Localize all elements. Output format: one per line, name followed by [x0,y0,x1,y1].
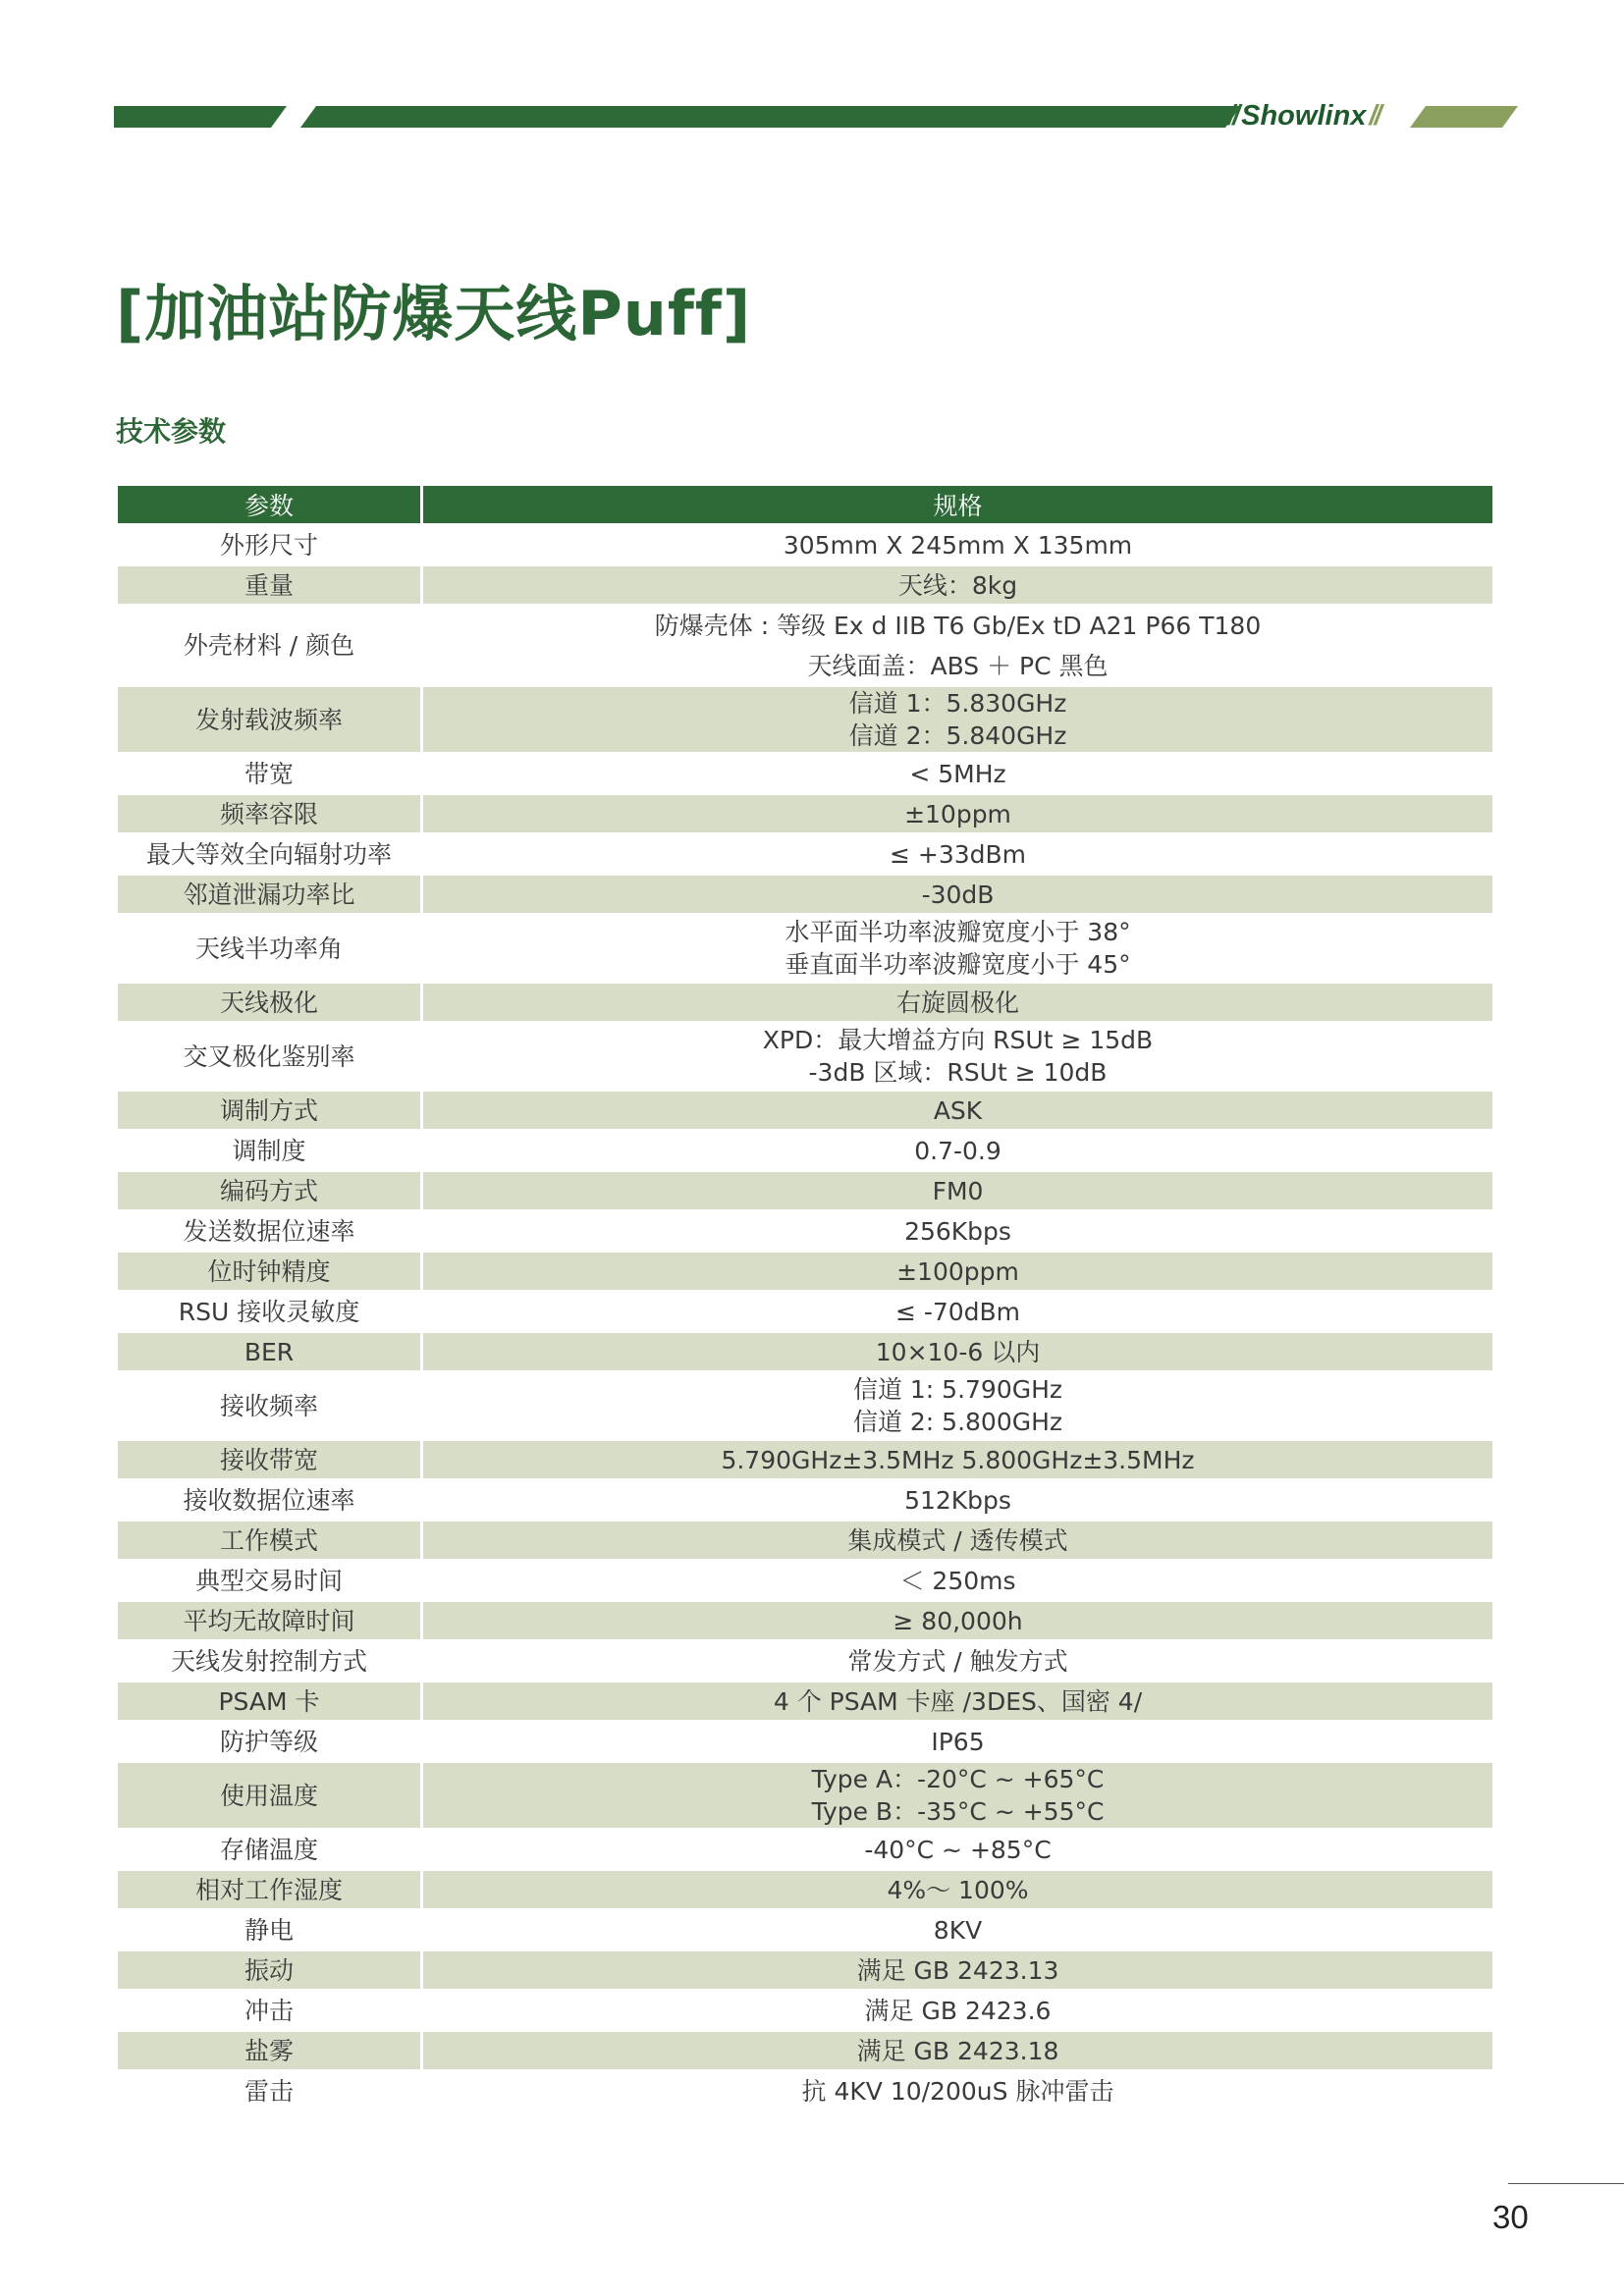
table-row [118,984,1492,1021]
spec-line: 10×10-6 以内 [875,1337,1041,1366]
spec-cell [423,1253,1492,1290]
table-row [118,876,1492,913]
spec-cell [423,916,1492,981]
spec-line: 305mm X 245mm X 135mm [783,530,1133,560]
spec-line: ASK [933,1095,983,1125]
header-stripe-left [114,106,287,128]
spec-line: 右旋圆极化 [895,988,1019,1017]
spec-line: 信道 1: 5.790GHz [852,1375,1063,1404]
spec-line: 集成模式 / 透传模式 [847,1525,1068,1555]
logo-text: Showlinx [1241,99,1367,132]
table-row [118,566,1492,604]
param-cell: 盐雾 [118,2032,423,2069]
param-cell: 重量 [118,566,423,604]
spec-cell: 天线面盖：ABS ＋ PC 黑色 [423,647,1492,684]
table-row [118,1522,1492,1559]
param-cell: 工作模式 [118,1522,423,1559]
param-cell: 振动 [118,1951,423,1989]
spec-line: 常发方式 / 触发方式 [847,1646,1068,1676]
param-cell: 使用温度 [118,1763,423,1828]
spec-line: 天线：8kg [897,570,1018,600]
spec-line: ±10ppm [904,799,1011,828]
spec-line: 满足 GB 2423.18 [856,2036,1059,2065]
spec-line: ≤ +33dBm [889,839,1027,869]
spec-cell: 防爆壳体 : 等级 Ex d IIB T6 Gb/Ex tD A21 P66 T180 [423,607,1492,644]
table-row [118,1951,1492,1989]
spec-cell [423,1831,1492,1868]
spec-line: 4 个 PSAM 卡座 /3DES、国密 4/ [773,1686,1143,1716]
spec-line: ±100ppm [896,1256,1019,1286]
spec-line: ≤ -70dBm [894,1297,1021,1326]
param-cell: 外形尺寸 [118,526,423,563]
spec-cell [423,2032,1492,2069]
param-cell: 带宽 [118,755,423,792]
spec-line: -40°C ~ +85°C [864,1835,1052,1864]
table-row [118,835,1492,873]
spec-cell [423,1373,1492,1438]
spec-line: 满足 GB 2423.13 [856,1955,1059,1985]
param-cell: 频率容限 [118,795,423,832]
spec-line: ≥ 80,000h [893,1606,1023,1635]
spec-table [118,483,1492,2112]
logo-slashes-right: // [1369,99,1380,132]
param-cell: RSU 接收灵敏度 [118,1293,423,1330]
spec-line: 512Kbps [904,1485,1011,1515]
param-cell: 位时钟精度 [118,1253,423,1290]
table-row [118,1373,1492,1438]
param-cell: 最大等效全向辐射功率 [118,835,423,873]
spec-cell [423,1871,1492,1908]
spec-cell [423,1522,1492,1559]
param-cell: 天线极化 [118,984,423,1021]
spec-cell [423,1441,1492,1478]
spec-cell [423,2072,1492,2109]
table-row [118,2072,1492,2109]
table-row [118,1562,1492,1599]
table-row [118,1172,1492,1209]
table-row [118,607,1492,644]
param-cell: 外壳材料 / 颜色 [118,607,423,684]
param-cell: PSAM 卡 [118,1682,423,1720]
logo-slashes-left: // [1227,99,1238,132]
spec-line: ＜ 250ms [899,1566,1016,1595]
param-cell: 发射载波频率 [118,687,423,752]
param-cell: 编码方式 [118,1172,423,1209]
header-stripe-right [1410,106,1518,128]
table-row [118,2032,1492,2069]
spec-cell [423,566,1492,604]
spec-line: XPD：最大增益方向 RSUt ≥ 15dB [762,1026,1154,1054]
spec-cell [423,1602,1492,1639]
spec-cell [423,1481,1492,1519]
spec-cell [423,687,1492,752]
spec-line: IP65 [931,1727,985,1756]
param-cell: 邻道泄漏功率比 [118,876,423,913]
param-cell: 典型交易时间 [118,1562,423,1599]
spec-line: Type A：-20°C ~ +65°C [811,1765,1105,1793]
param-cell: 接收带宽 [118,1441,423,1478]
table-row [118,1763,1492,1828]
table-row [118,1253,1492,1290]
spec-line: -3dB 区域：RSUt ≥ 10dB [808,1058,1108,1087]
page-number: 30 [1492,2199,1529,2235]
spec-line: Type B：-35°C ~ +55°C [811,1797,1105,1826]
table-row [118,755,1492,792]
spec-cell [423,1333,1492,1370]
spec-line: FM0 [932,1176,984,1205]
table-row [118,1212,1492,1250]
param-cell: 调制度 [118,1132,423,1169]
param-cell: 天线发射控制方式 [118,1642,423,1680]
spec-cell [423,1723,1492,1760]
table-row [118,1024,1492,1089]
header-param: 参数 [118,486,423,523]
param-cell: BER [118,1333,423,1370]
spec-cell [423,1293,1492,1330]
param-cell: 发送数据位速率 [118,1212,423,1250]
spec-line: 满足 GB 2423.6 [864,1996,1052,2025]
spec-cell [423,1911,1492,1949]
param-cell: 雷击 [118,2072,423,2109]
table-header-row [118,486,1492,523]
param-cell: 接收频率 [118,1373,423,1438]
brand-logo [1227,100,1380,132]
param-cell: 存储温度 [118,1831,423,1868]
spec-line: 垂直面半功率波瓣宽度小于 45° [785,950,1131,979]
table-row [118,1333,1492,1370]
spec-cell [423,1212,1492,1250]
header-stripe-main [300,106,1241,128]
spec-cell [423,1132,1492,1169]
table-row [118,1602,1492,1639]
param-cell: 交叉极化鉴别率 [118,1024,423,1089]
table-row [118,916,1492,981]
table-row [118,1911,1492,1949]
spec-line: 5.790GHz±3.5MHz 5.800GHz±3.5MHz [721,1445,1195,1474]
spec-line: 8KV [933,1915,983,1945]
spec-cell [423,1763,1492,1828]
spec-cell [423,876,1492,913]
spec-cell [423,835,1492,873]
param-cell: 相对工作湿度 [118,1871,423,1908]
table-row [118,1831,1492,1868]
table-row [118,1092,1492,1129]
spec-cell [423,526,1492,563]
table-row [118,1642,1492,1680]
spec-cell [423,984,1492,1021]
param-cell: 天线半功率角 [118,916,423,981]
spec-cell [423,1562,1492,1599]
spec-cell [423,1642,1492,1680]
spec-line: 信道 2：5.840GHz [848,721,1067,750]
table-row [118,795,1492,832]
spec-cell [423,1951,1492,1989]
footer-divider [1508,2183,1624,2184]
spec-cell [423,1024,1492,1089]
spec-line: 信道 1：5.830GHz [848,689,1067,718]
param-cell: 平均无故障时间 [118,1602,423,1639]
page-title: [加油站防爆天线Puff] [116,278,752,349]
table-row [118,1132,1492,1169]
param-cell: 冲击 [118,1992,423,2029]
spec-line: 256Kbps [904,1216,1011,1246]
param-cell: 静电 [118,1911,423,1949]
spec-cell [423,1092,1492,1129]
spec-cell [423,1992,1492,2029]
table-row [118,687,1492,752]
spec-cell [423,1172,1492,1209]
spec-cell [423,755,1492,792]
param-cell: 接收数据位速率 [118,1481,423,1519]
table-row [118,1992,1492,2029]
spec-line: 水平面半功率波瓣宽度小于 38° [785,918,1131,946]
spec-line: 0.7-0.9 [914,1136,1001,1165]
spec-line: 抗 4KV 10/200uS 脉冲雷击 [801,2076,1114,2106]
spec-cell [423,795,1492,832]
spec-table-body [118,526,1492,2109]
spec-line: 4%～ 100% [887,1875,1029,1904]
table-row [118,526,1492,563]
param-cell: 调制方式 [118,1092,423,1129]
table-row [118,1723,1492,1760]
param-cell: 防护等级 [118,1723,423,1760]
spec-line: < 5MHz [909,759,1006,788]
table-row [118,1481,1492,1519]
spec-line: -30dB [921,880,995,909]
header-spec: 规格 [423,486,1492,523]
table-row [118,1441,1492,1478]
table-row [118,1871,1492,1908]
table-row [118,1682,1492,1720]
table-row [118,1293,1492,1330]
spec-cell [423,1682,1492,1720]
spec-line: 信道 2: 5.800GHz [852,1408,1063,1436]
section-title: 技术参数 [116,415,227,448]
